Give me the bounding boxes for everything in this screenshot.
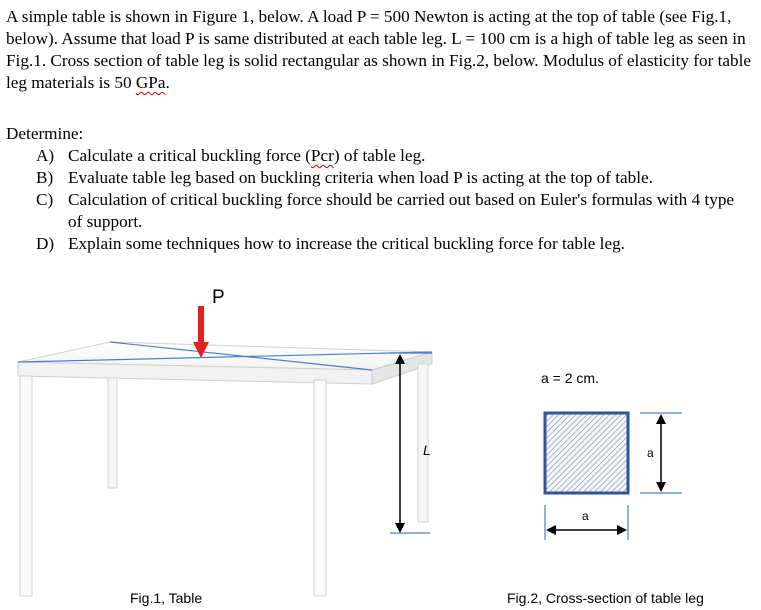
question-text: Explain some techniques how to increase the critical buckling force for table leg. — [68, 234, 625, 253]
cross-section-square — [545, 413, 628, 493]
table-figure — [18, 342, 432, 596]
question-label: C) — [36, 190, 54, 209]
height-label: L — [423, 442, 431, 458]
cross-section-height-label: a — [647, 446, 654, 460]
figure2-caption: Fig.2, Cross-section of table leg — [507, 590, 704, 606]
question-a-post: ) of table leg. — [333, 146, 426, 165]
cross-section-width-label: a — [582, 509, 589, 523]
gpa-unit: GPa — [135, 73, 166, 92]
table-leg-front-right — [314, 380, 326, 596]
question-label: A) — [36, 146, 55, 165]
cross-section-width-arrow-right — [617, 525, 627, 535]
table-leg-front-left — [20, 376, 32, 596]
height-arrow-bottom — [395, 523, 405, 533]
question-text: Calculation of critical buckling force should be carried out based on Euler's formulas with 4 type of support. — [68, 190, 735, 231]
height-dimension — [395, 354, 405, 533]
cross-section-width-arrow-left — [546, 525, 556, 535]
problem-intro: A simple table is shown in Figure 1, below. A load P = 500 Newton is acting at the top of table (see Fig.1, below). Assume that load P is same distributed at each table leg. L = 100 cm is a high of table leg as seen in Fig.1. Cross section of table leg is solid rectangular as shown in Fig.2, below. Modulus of elasticity for table leg materials is 50 — [6, 7, 751, 92]
question-label: D) — [36, 234, 55, 253]
question-a-pre: Calculate a critical buckling force ( — [68, 146, 311, 165]
problem-intro-end: . — [165, 73, 170, 92]
table-leg-back-left — [108, 378, 117, 488]
figure1-caption: Fig.1, Table — [130, 590, 203, 606]
cross-section-size-label: a = 2 cm. — [541, 370, 599, 386]
cross-section-height-arrow-top — [656, 414, 666, 424]
determine-heading: Determine: — [6, 124, 84, 143]
load-arrow-shaft — [198, 306, 204, 344]
question-label: B) — [36, 168, 54, 187]
load-label: P — [212, 287, 225, 308]
cross-section-height-arrow-bottom — [656, 482, 666, 492]
pcr-symbol: Pcr — [310, 146, 334, 165]
question-text: Evaluate table leg based on buckling criteria when load P is acting at the top of table. — [68, 168, 653, 187]
